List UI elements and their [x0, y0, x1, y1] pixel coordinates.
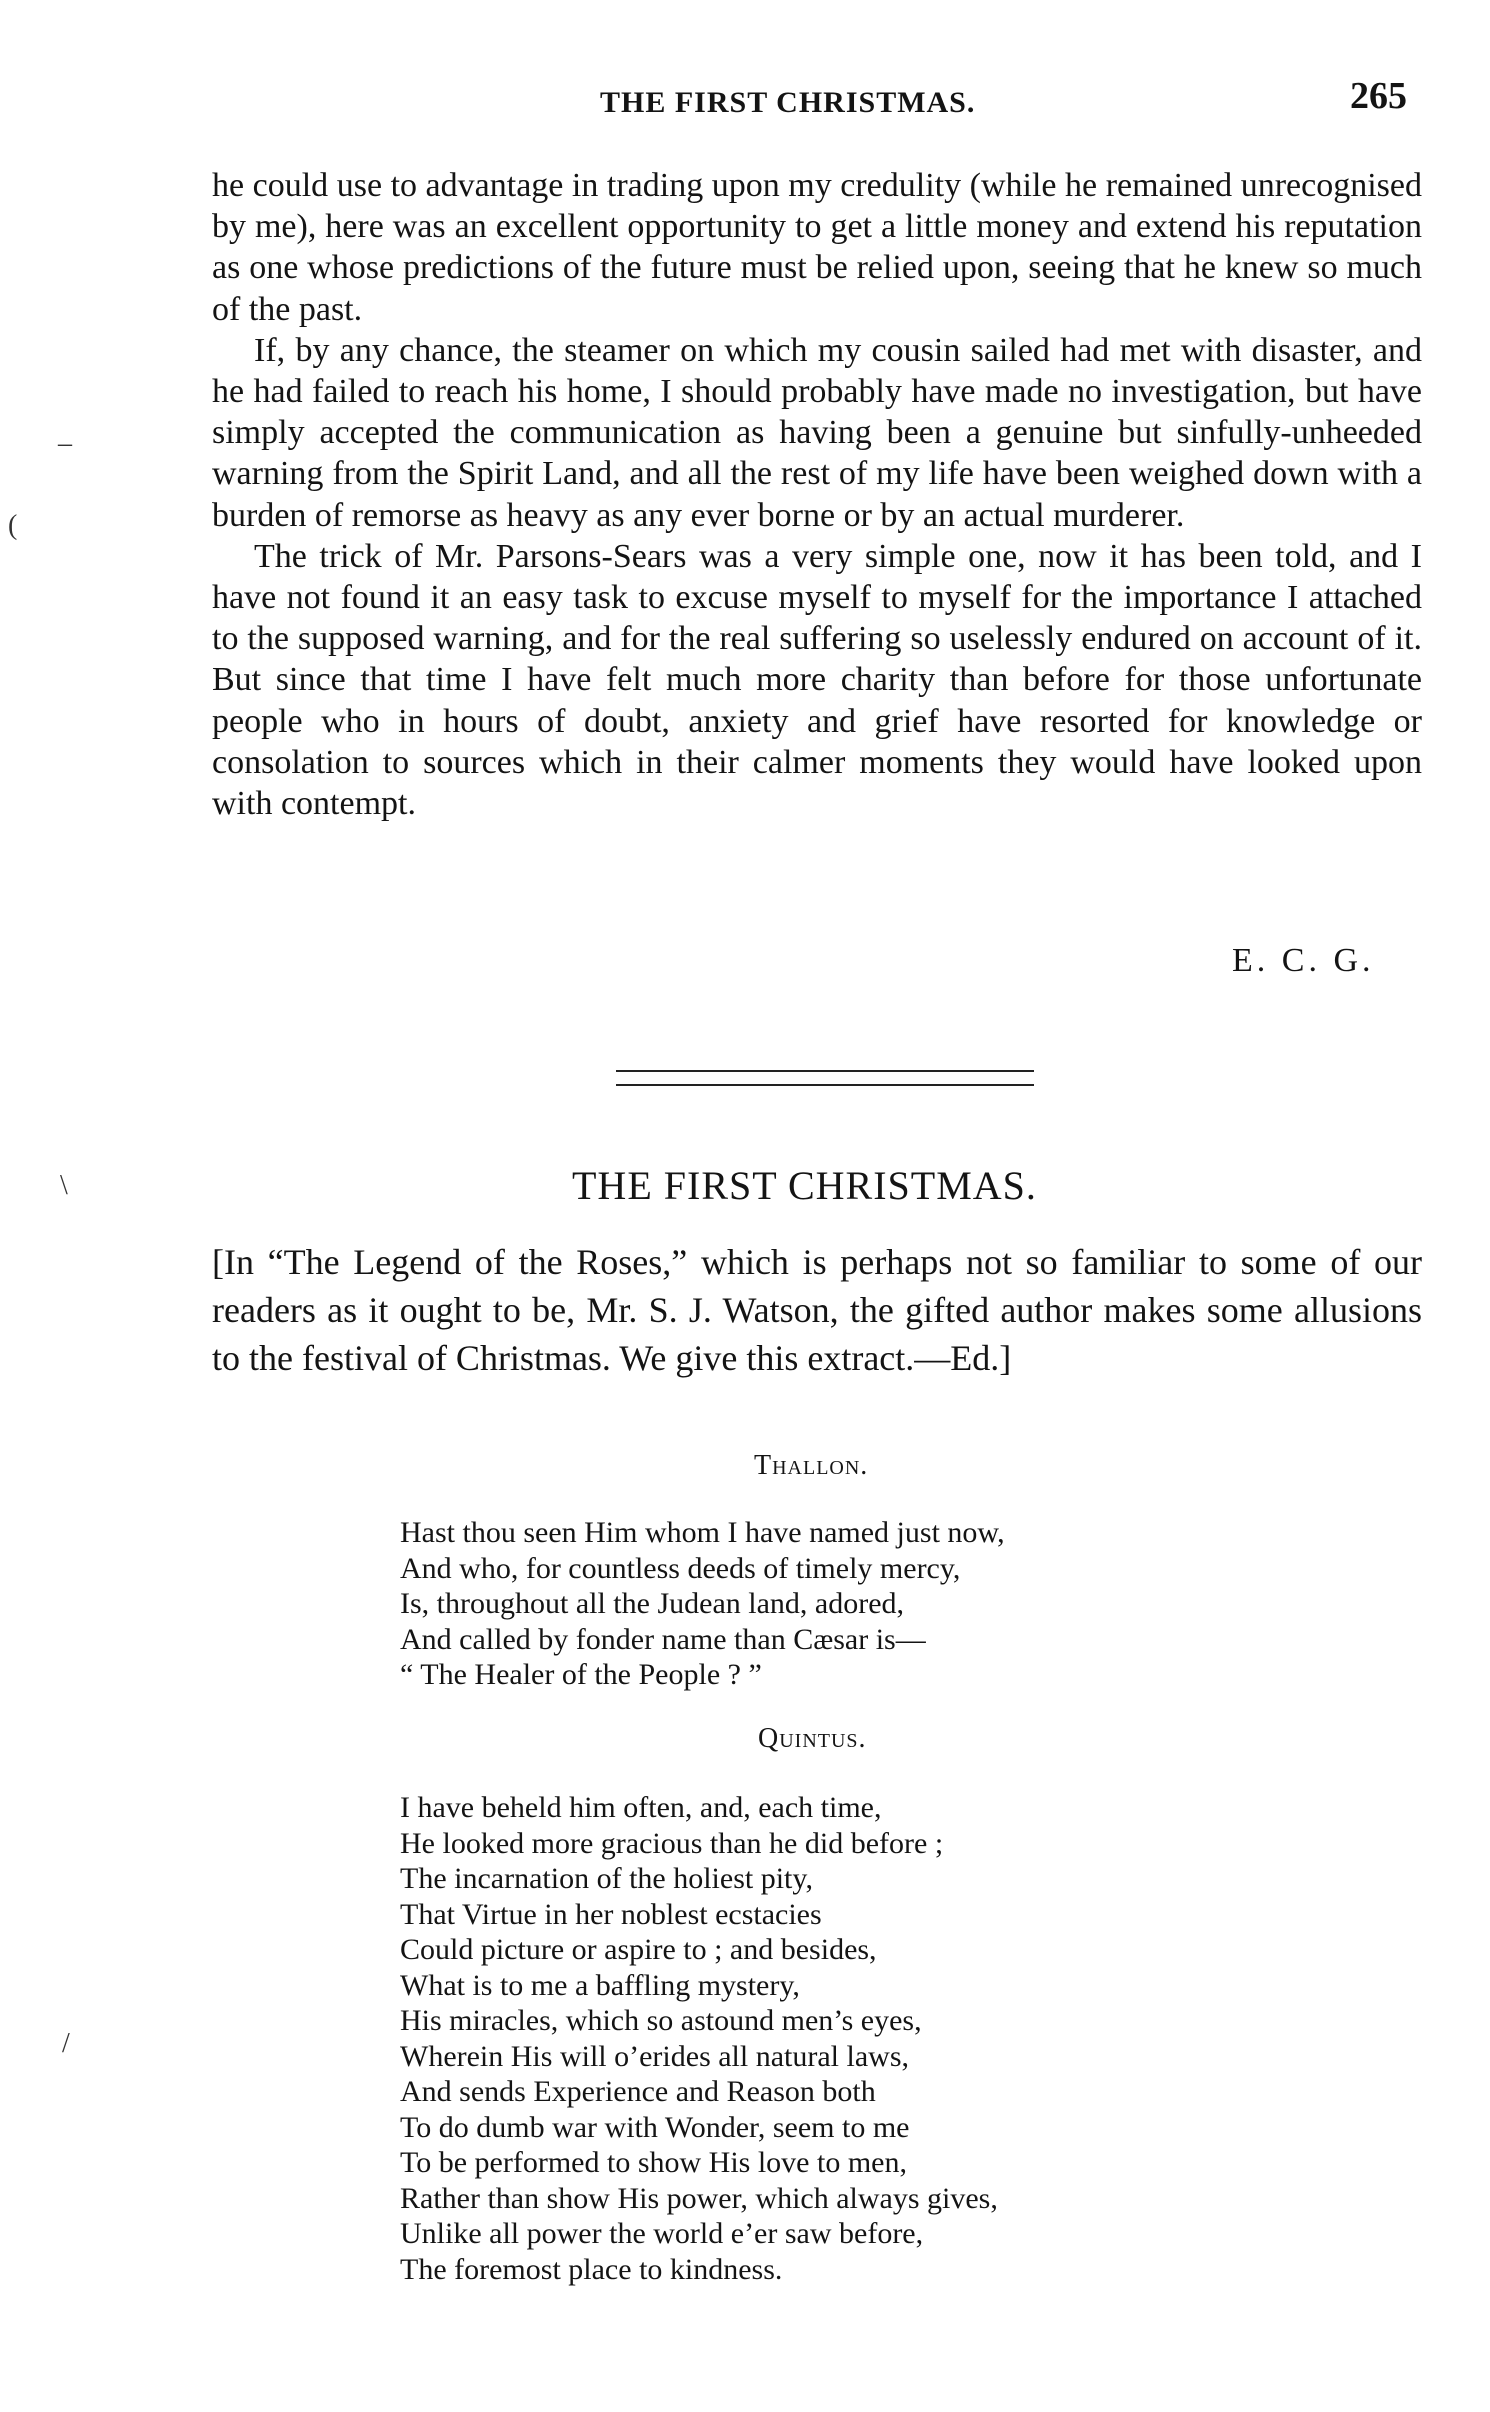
verse-line: Unlike all power the world e’er saw before, — [400, 2217, 924, 2250]
verse-line: And sends Experience and Reason both — [400, 2075, 876, 2108]
article-paragraph: The trick of Mr. Parsons-Sears was a very simple one, now it has been told, and I have not found it an easy task to excuse myself to myself for the importance I attached to the supposed warning, and for the real suffering so uselessly endured on account of it. But since that time I have felt much more charity than before for those unfortunate people who in hours of doubt, anxiety and grief have resorted for knowledge or consolation to sources which in their calmer moments they would have looked upon with contempt. — [212, 537, 1422, 823]
author-initials: E. C. G. — [1232, 942, 1375, 979]
article-body — [212, 165, 1422, 824]
verse-line: Hast thou seen Him whom I have named just now, — [400, 1516, 1005, 1549]
verse-line: I have beheld him often, and, each time, — [400, 1791, 882, 1824]
poem-title: THE FIRST CHRISTMAS. — [572, 1163, 1037, 1208]
article-paragraph: he could use to advantage in trading upon my credulity (while he remained unrecognised by me), here was an excellent opportunity to get a little money and extend his reputation as one whose predictions of the future must be relied upon, seeing that he knew so much of the past. — [212, 167, 1422, 328]
speaker-name: Quintus. — [758, 1723, 867, 1754]
verse-line: His miracles, which so astound men’s eyes, — [400, 2004, 922, 2037]
verse-block — [400, 1790, 998, 2287]
section-divider-rule — [616, 1070, 1034, 1072]
article-paragraph: If, by any chance, the steamer on which my cousin sailed had met with disaster, and he had failed to reach his home, I should probably have made no investigation, but have simply accepted the communication as having been a genuine but sinfully-unheeded warning from the Spirit Land, and all the rest of my life have been weighed down with a burden of remorse as heavy as any ever borne or by an actual murderer. — [212, 331, 1422, 534]
verse-line: The incarnation of the holiest pity, — [400, 1862, 813, 1895]
verse-line: The foremost place to kindness. — [400, 2252, 783, 2286]
verse-line: And who, for countless deeds of timely mercy, — [400, 1551, 961, 1585]
verse-line: What is to me a baffling mystery, — [400, 1968, 800, 2002]
editor-intro: [In “The Legend of the Roses,” which is perhaps not so familiar to some of our readers as it ought to be, Mr. S. J. Watson, the gifted author makes some allusions to the festival of Christmas. We give this extract.—Ed.] — [212, 1242, 1422, 1378]
verse-line: That Virtue in her noblest ecstacies — [400, 1897, 822, 1931]
verse-line: Rather than show His power, which always gives, — [400, 2181, 998, 2215]
page-number: 265 — [1350, 75, 1407, 117]
verse-line: To do dumb war with Wonder, seem to me — [400, 2110, 910, 2144]
verse-line: Could picture or aspire to ; and besides, — [400, 1933, 877, 1966]
verse-line: To be performed to show His love to men, — [400, 2146, 907, 2179]
verse-line: Wherein His will o’erides all natural laws, — [400, 2039, 910, 2073]
margin-mark: ( — [8, 510, 18, 541]
margin-mark: – — [58, 428, 72, 459]
verse-line: “ The Healer of the People ? ” — [400, 1658, 762, 1691]
section-divider-rule — [616, 1084, 1034, 1086]
verse-block — [400, 1515, 1005, 1693]
running-title: THE FIRST CHRISTMAS. — [600, 86, 976, 119]
margin-mark: \ — [60, 1170, 68, 1201]
verse-line: Is, throughout all the Judean land, adored, — [400, 1587, 905, 1620]
margin-mark: / — [62, 2028, 70, 2059]
verse-line: He looked more gracious than he did before ; — [400, 1826, 944, 1860]
speaker-name: Thallon. — [754, 1450, 869, 1481]
verse-line: And called by fonder name than Cæsar is— — [400, 1622, 926, 1656]
